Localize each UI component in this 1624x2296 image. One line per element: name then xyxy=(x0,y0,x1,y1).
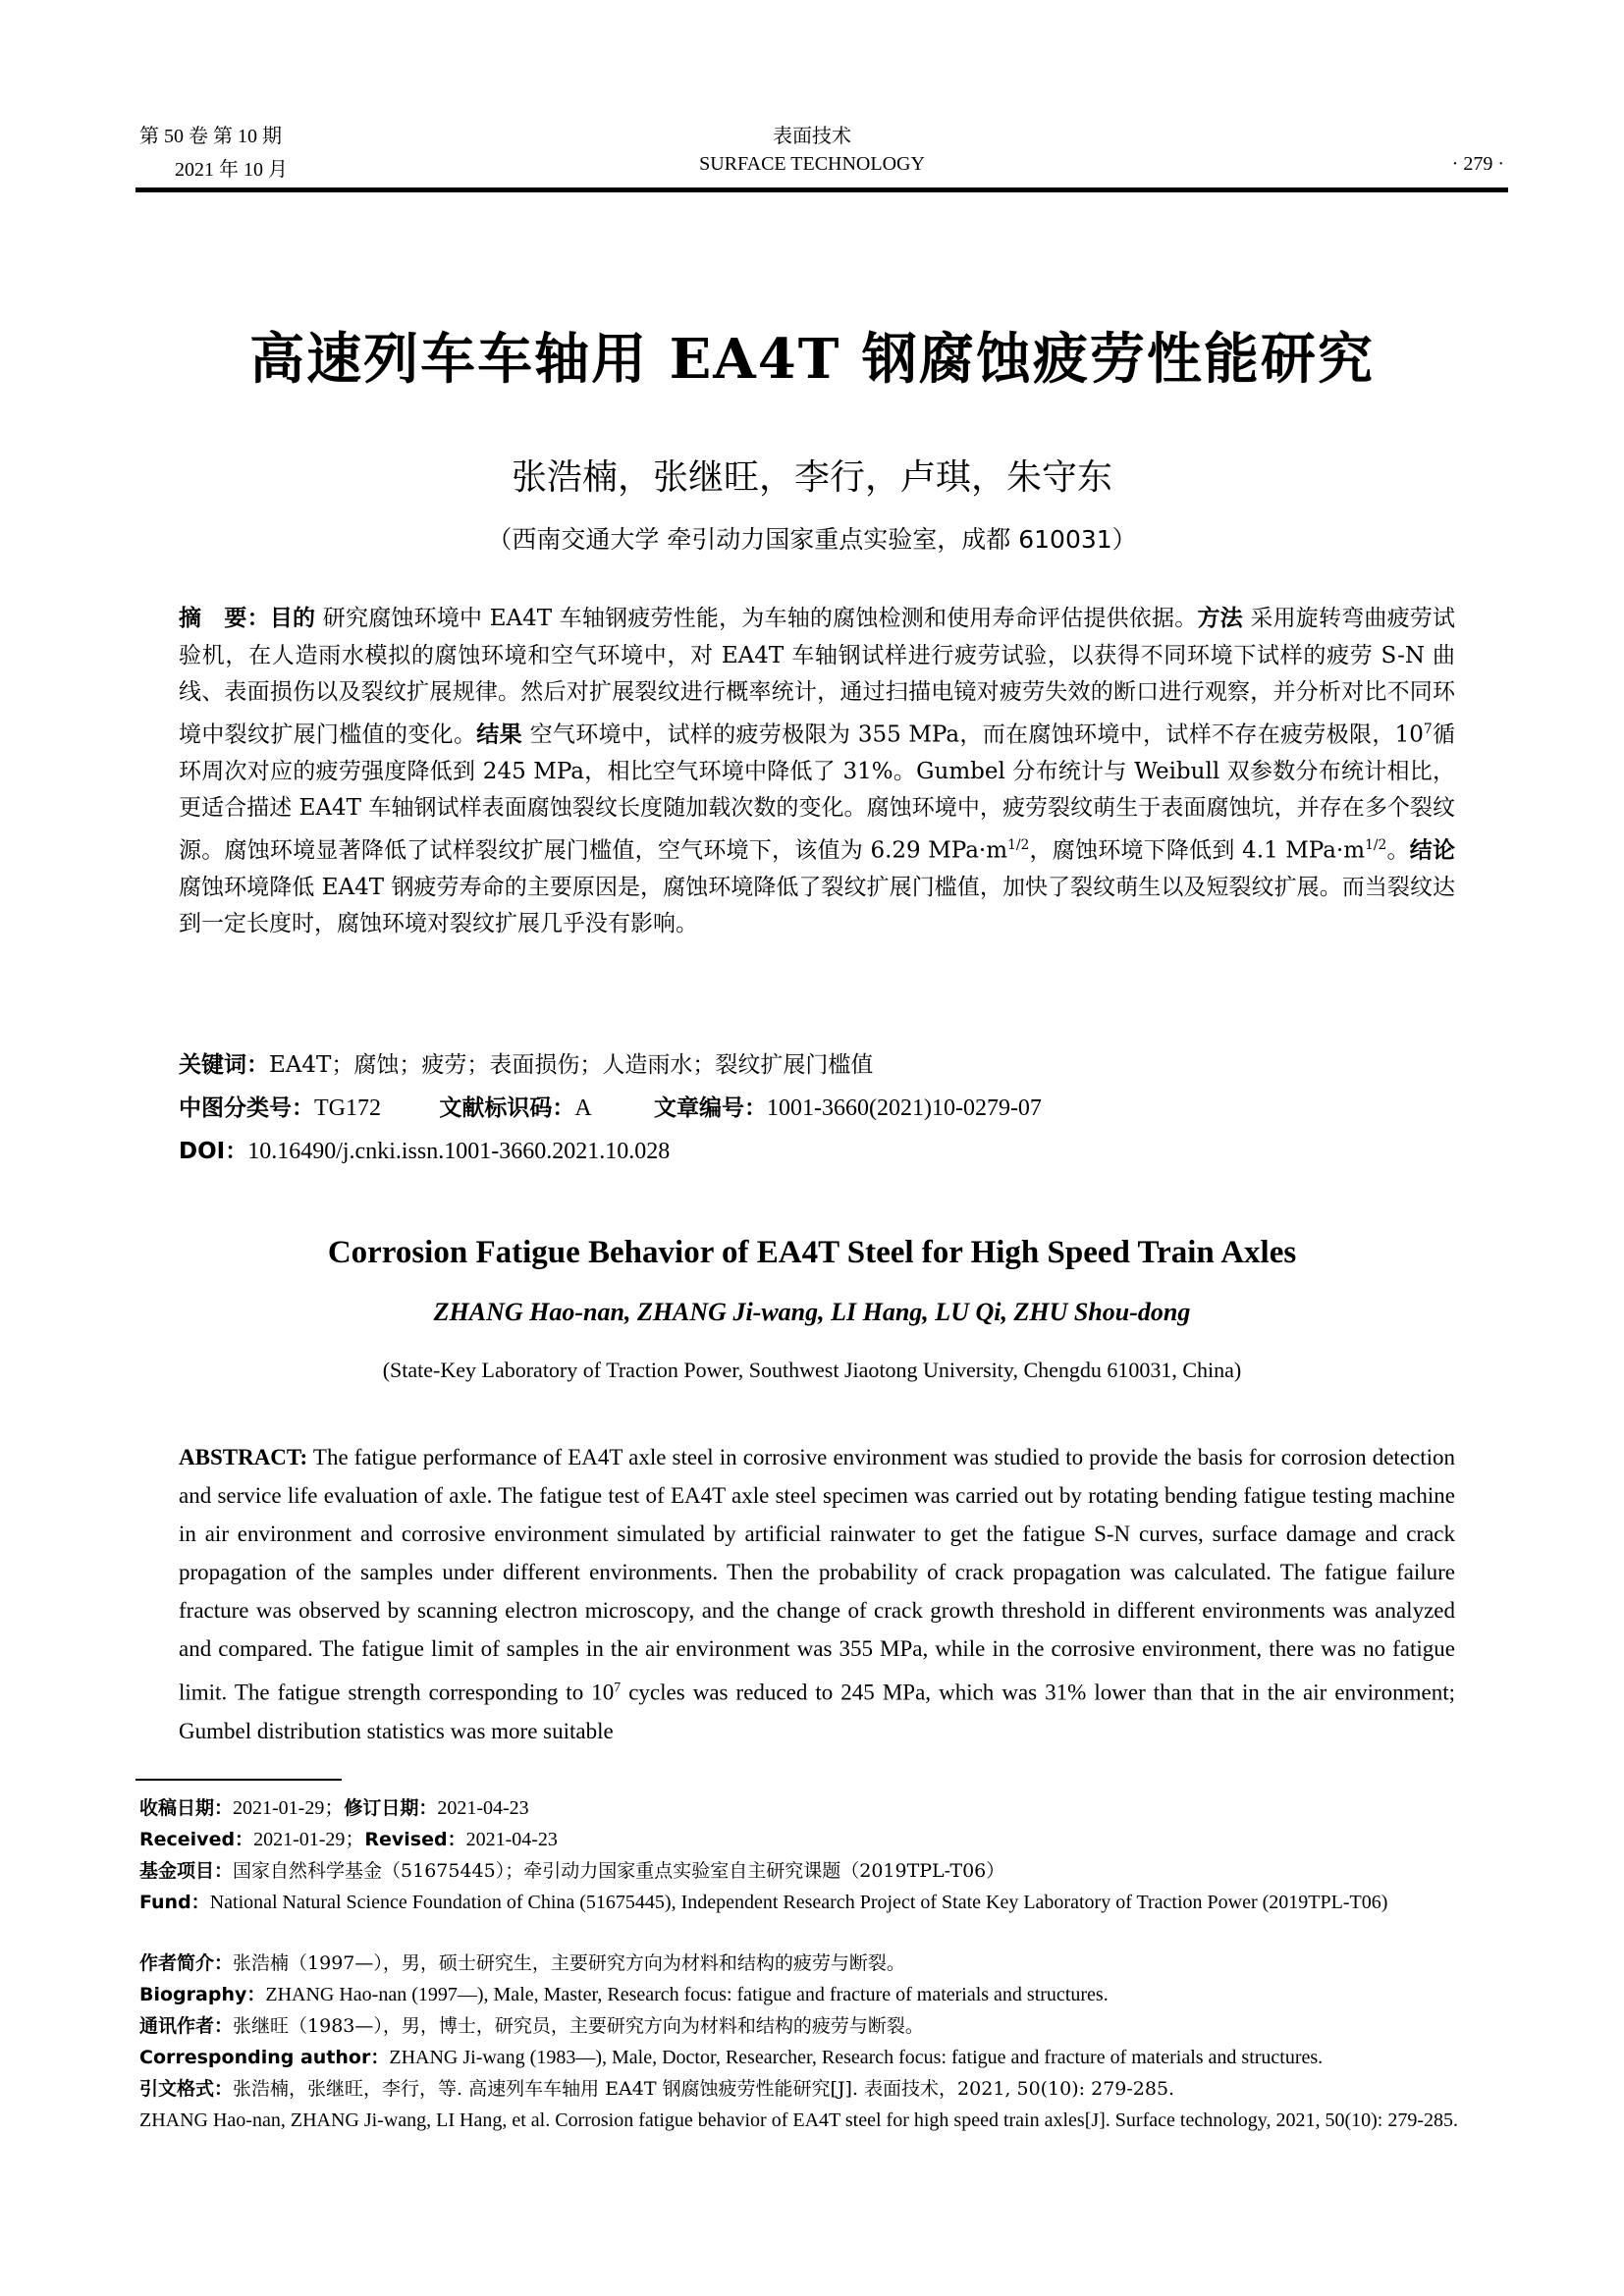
corr-cn-value: 张继旺（1983—），男，博士，研究员，主要研究方向为材料和结构的疲劳与断裂。 xyxy=(233,2015,924,2037)
received-cn-value: 2021-01-29； xyxy=(233,1797,345,1819)
article-no-label: 文章编号： xyxy=(653,1095,767,1121)
revised-en-label: Revised： xyxy=(364,1829,466,1850)
abstract-en-text-a: The fatigue performance of EA4T axle steel in corrosive environment was studied to provide the basis for corrosion detection and service life evaluation of axle. The fatigue test of EA4T axle steel specimen was carried out by rotating bending fatigue testing machine in air environment and corrosive environment simulated by artificial rainwater to get the fatigue S-N curves, surface damage and crack propagation of the samples under different environments. Then the probability of crack propagation was calculated. The fatigue failure fracture was observed by scanning electron microscopy, and the change of crack growth threshold in different environments was analyzed and compared. The fatigue limit of samples in the air environment was 355 MPa, while in the corrosive environment, there was no fatigue limit. The fatigue strength corresponding to 10 xyxy=(179,1445,1455,1705)
corr-cn xyxy=(139,2014,1504,2039)
revised-en-value: 2021-04-23 xyxy=(465,1829,558,1850)
conclusion-label: 结论 xyxy=(1409,837,1456,864)
cite-en-value: ZHANG Hao-nan, ZHANG Ji-wang, LI Hang, et al. Corrosion fatigue behavior of EA4T steel for high speed train axles[J]. Surface technology, 2021, 50(10): 279-285. xyxy=(139,2109,1458,2131)
abstract-label: 摘 要： xyxy=(179,606,270,631)
abstract-cn xyxy=(179,601,1455,943)
article-no-value: 1001-3660(2021)10-0279-07 xyxy=(766,1095,1042,1121)
bio-cn xyxy=(139,1951,1504,1976)
corr-en xyxy=(139,2046,1504,2070)
abstract-en-sup: 7 xyxy=(614,1680,622,1694)
result-sup-1: 7 xyxy=(1423,721,1433,737)
affiliation-en: (State-Key Laboratory of Traction Power, Southwest Jiaotong University, Chengdu 610031, China) xyxy=(382,1358,1242,1382)
purpose-text: 研究腐蚀环境中 EA4T 车轴钢疲劳性能，为车轴的腐蚀检测和使用寿命评估提供依据。 xyxy=(322,606,1198,631)
result-text-a: 空气环境中，试样的疲劳极限为 355 MPa，而在腐蚀环境中，试样不存在疲劳极限，10 xyxy=(529,721,1424,748)
fund-cn-label: 基金项目： xyxy=(139,1860,234,1882)
cite-cn xyxy=(139,2077,1504,2102)
cite-cn-value: 张浩楠，张继旺，李行，等. 高速列车车轴用 EA4T 钢腐蚀疲劳性能研究[J]. 表面技术，2021, 50(10): 279-285. xyxy=(233,2078,1175,2100)
page-number: · 279 · xyxy=(1451,153,1504,175)
method-label: 方法 xyxy=(1197,606,1243,631)
doi-line xyxy=(179,1133,1455,1165)
paper-title-cn: 高速列车车轴用 EA4T 钢腐蚀疲劳性能研究 xyxy=(249,327,1375,392)
bio-cn-label: 作者简介： xyxy=(139,1952,234,1974)
result-label: 结果 xyxy=(476,721,522,748)
clc-value: TG172 xyxy=(314,1095,381,1121)
conclusion-text: 腐蚀环境降低 EA4T 钢疲劳寿命的主要原因是，腐蚀环境降低了裂纹扩展门槛值，加快了裂纹萌生以及短裂纹扩展。而当裂纹达到一定长度时，腐蚀环境对裂纹扩展几乎没有影响。 xyxy=(179,874,1455,937)
received-en xyxy=(139,1828,1504,1852)
classification-line xyxy=(179,1090,1455,1122)
corr-en-value: ZHANG Ji-wang (1983—), Male, Doctor, Researcher, Research focus: fatigue and fracture of materials and structures. xyxy=(389,2047,1324,2068)
clc-label: 中图分类号： xyxy=(179,1095,314,1121)
received-en-label: Received： xyxy=(139,1829,254,1850)
received-en-value: 2021-01-29； xyxy=(253,1829,365,1850)
abstract-en-text-b: cycles was reduced to 245 MPa, which was 31% lower than that in the air environment; Gumbel distribution statistics was more suitable xyxy=(179,1680,1455,1743)
fund-en-label: Fund： xyxy=(139,1892,210,1913)
journal-name-en: SURFACE TECHNOLOGY xyxy=(699,153,925,175)
result-text-c: ，腐蚀环境下降低到 4.1 MPa·m xyxy=(1029,837,1366,864)
footnote-rule xyxy=(135,1779,342,1781)
header-rule xyxy=(135,187,1508,192)
result-text-b: 循环周次对应的疲劳强度降低到 245 MPa，相比空气环境中降低了 31%。Gumbel 分布统计与 Weibull 双参数分布统计相比，更适合描述 EA4T 车轴钢试样表面腐蚀裂纹长度随加载次数的变化。腐蚀环境中，疲劳裂纹萌生于表面腐蚀坑，并存在多个裂纹源。腐蚀环境显著降低了试样裂纹扩展门槛值，空气环境下，该值为 6.29 MPa·m xyxy=(179,721,1456,864)
abstract-en xyxy=(179,1438,1455,1750)
method-text: 采用旋转弯曲疲劳试验机，在人造雨水模拟的腐蚀环境和空气环境中，对 EA4T 车轴钢试样进行疲劳试验，以获得不同环境下试样的疲劳 S-N 曲线、表面损伤以及裂纹扩展规律。然后对扩展裂纹进行概率统计，通过扫描电镜对疲劳失效的断口进行观察，并分析对比不同环境中裂纹扩展门槛值的变化。 xyxy=(179,606,1456,748)
received-cn-label: 收稿日期： xyxy=(139,1797,234,1819)
affiliation-cn: （西南交通大学 牵引动力国家重点实验室，成都 610031） xyxy=(487,525,1137,554)
bio-en xyxy=(139,1983,1504,2007)
keywords-value: EA4T；腐蚀；疲劳；表面损伤；人造雨水；裂纹扩展门槛值 xyxy=(269,1052,874,1078)
paper-title-en: Corrosion Fatigue Behavior of EA4T Steel for High Speed Train Axles xyxy=(327,1235,1297,1270)
doi-value: 10.16490/j.cnki.issn.1001-3660.2021.10.028 xyxy=(247,1139,671,1164)
fund-cn-value: 国家自然科学基金（51675445）；牵引动力国家重点实验室自主研究课题（2019TPL-T06） xyxy=(233,1860,1005,1882)
doc-code-value: A xyxy=(574,1095,592,1121)
fund-en xyxy=(139,1891,1504,1915)
received-cn xyxy=(139,1796,1504,1821)
authors-cn: 张浩楠，张继旺，李行，卢琪，朱守东 xyxy=(511,457,1112,498)
bio-cn-value: 张浩楠（1997—），男，硕士研究生，主要研究方向为材料和结构的疲劳与断裂。 xyxy=(233,1952,905,1974)
result-sup-2: 1/2 xyxy=(1007,836,1030,853)
doc-code-label: 文献标识码： xyxy=(439,1095,575,1121)
authors-en: ZHANG Hao-nan, ZHANG Ji-wang, LI Hang, LU Qi, ZHU Shou-dong xyxy=(433,1298,1191,1326)
journal-name-cn: 表面技术 xyxy=(773,126,851,147)
abstract-en-label: ABSTRACT: xyxy=(179,1445,308,1469)
keywords xyxy=(179,1046,1455,1079)
corr-en-label: Corresponding author： xyxy=(139,2047,390,2068)
keywords-label: 关键词： xyxy=(179,1052,269,1078)
corr-cn-label: 通讯作者： xyxy=(139,2015,234,2037)
fund-cn xyxy=(139,1859,1504,1884)
fund-en-value: National Natural Science Foundation of China (51675445), Independent Research Project of State Key Laboratory of Traction Power (2019TPL-T06) xyxy=(209,1892,1388,1913)
cite-cn-label: 引文格式： xyxy=(139,2078,234,2100)
result-sup-3: 1/2 xyxy=(1365,836,1387,853)
issue-date: 2021 年 10 月 xyxy=(175,159,288,181)
result-text-d: 。 xyxy=(1386,837,1410,864)
bio-en-label: Biography： xyxy=(139,1984,266,2005)
bio-en-value: ZHANG Hao-nan (1997—), Male, Master, Research focus: fatigue and fracture of materials and structures. xyxy=(265,1984,1109,2005)
doi-label: DOI： xyxy=(179,1139,248,1164)
revised-cn-label: 修订日期： xyxy=(344,1797,438,1819)
purpose-label: 目的 xyxy=(269,606,316,631)
revised-cn-value: 2021-04-23 xyxy=(437,1797,529,1819)
volume-issue: 第 50 卷 第 10 期 xyxy=(139,126,282,147)
cite-en xyxy=(139,2109,1504,2133)
